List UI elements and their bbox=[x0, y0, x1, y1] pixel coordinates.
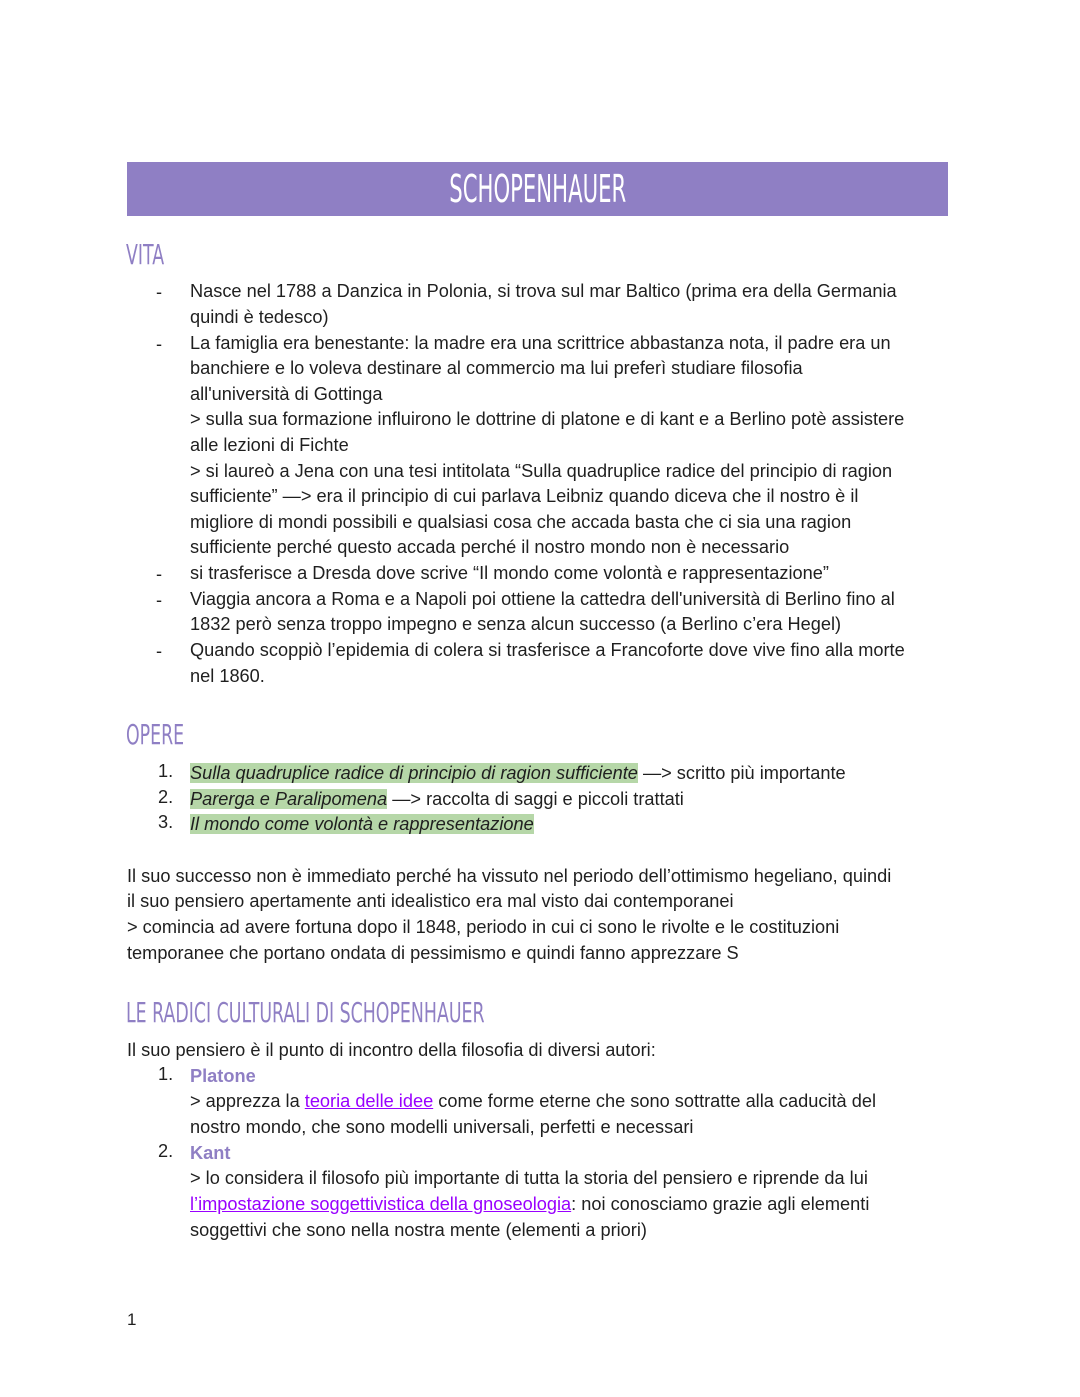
work-title: Parerga e Paralipomena bbox=[190, 789, 388, 809]
list-number: 1. bbox=[158, 761, 174, 781]
vita-line: nel 1860. bbox=[190, 666, 265, 686]
author-kant: Kant bbox=[190, 1143, 231, 1163]
vita-line: quindi è tedesco) bbox=[190, 307, 329, 327]
work-note: —> raccolta di saggi e piccoli trattati bbox=[387, 789, 684, 809]
work-note: —> scritto più importante bbox=[637, 763, 846, 783]
vita-line: alle lezioni di Fichte bbox=[190, 435, 349, 455]
platone-text: > apprezza la bbox=[190, 1091, 305, 1111]
list-number: 3. bbox=[158, 812, 174, 832]
bullet-marker: - bbox=[156, 564, 163, 584]
list-number: 2. bbox=[158, 787, 174, 807]
bullet-marker: - bbox=[156, 590, 163, 610]
vita-line: > sulla sua formazione influirono le dottrine di platone e di kant e a Berlino potè assistere bbox=[190, 409, 905, 429]
section-heading-opere: OPERE bbox=[126, 718, 185, 751]
bullet-marker: - bbox=[156, 641, 163, 661]
opere-paragraph-line: > comincia ad avere fortuna dopo il 1848, periodo in cui ci sono le rivolte e le costituzioni bbox=[127, 917, 840, 937]
bullet-marker: - bbox=[156, 334, 163, 354]
vita-line: sufficiente” —> era il principio di cui parlava Leibniz quando diceva che il nostro è il bbox=[190, 486, 859, 506]
vita-line: Nasce nel 1788 a Danzica in Polonia, si trova sul mar Baltico (prima era della Germania bbox=[190, 281, 897, 301]
vita-line: 1832 però senza troppo impegno e senza alcun successo (a Berlino c’era Hegel) bbox=[190, 614, 842, 634]
kant-line: soggettivi che sono nella nostra mente (elementi a priori) bbox=[190, 1220, 647, 1240]
kant-text: : noi conosciamo grazie agli elementi bbox=[571, 1194, 870, 1214]
opere-item bbox=[190, 787, 684, 813]
radici-intro: Il suo pensiero è il punto di incontro della filosofia di diversi autori: bbox=[127, 1040, 656, 1060]
author-platone: Platone bbox=[190, 1066, 256, 1086]
vita-line: si trasferisce a Dresda dove scrive “Il mondo come volontà e rappresentazione” bbox=[190, 563, 829, 583]
vita-line: > si laureò a Jena con una tesi intitolata “Sulla quadruplice radice del principio di ragion bbox=[190, 461, 893, 481]
gnoseologia-link[interactable]: l’impostazione soggettivistica della gnoseologia bbox=[190, 1194, 572, 1214]
platone-line bbox=[190, 1089, 876, 1115]
vita-line: La famiglia era benestante: la madre era una scrittrice abbastanza nota, il padre era un bbox=[190, 333, 891, 353]
vita-line: banchiere e lo voleva destinare al commercio ma lui preferì studiare filosofia bbox=[190, 358, 803, 378]
section-heading-vita: VITA bbox=[126, 238, 165, 271]
opere-item bbox=[190, 761, 846, 787]
vita-line: sufficiente perché questo accada perché il nostro mondo non è necessario bbox=[190, 537, 790, 557]
opere-paragraph-line: temporanee che portano ondata di pessimismo e quindi fanno apprezzare S bbox=[127, 943, 739, 963]
opere-item bbox=[190, 812, 534, 838]
opere-paragraph-line: il suo pensiero apertamente anti idealistico era mal visto dai contemporanei bbox=[127, 891, 734, 911]
teoria-idee-link[interactable]: teoria delle idee bbox=[304, 1091, 434, 1111]
vita-line: Quando scoppiò l’epidemia di colera si trasferisce a Francoforte dove vive fino alla morte bbox=[190, 640, 905, 660]
page-title: SCHOPENHAUER bbox=[449, 167, 626, 211]
bullet-marker: - bbox=[156, 282, 163, 302]
platone-text: come forme eterne che sono sottratte alla caducità del bbox=[433, 1091, 876, 1111]
section-heading-radici: LE RADICI CULTURALI DI SCHOPENHAUER bbox=[126, 996, 485, 1029]
title-banner bbox=[127, 162, 948, 216]
opere-paragraph-line: Il suo successo non è immediato perché ha vissuto nel periodo dell’ottimismo hegeliano, quindi bbox=[127, 866, 892, 886]
platone-line: nostro mondo, che sono modelli universali, perfetti e necessari bbox=[190, 1117, 694, 1137]
vita-line: Viaggia ancora a Roma e a Napoli poi ottiene la cattedra dell'università di Berlino fino al bbox=[190, 589, 895, 609]
list-number: 1. bbox=[158, 1064, 174, 1084]
vita-line: migliore di mondi possibili e qualsiasi cosa che accada basta che ci sia una ragion bbox=[190, 512, 852, 532]
page-number: 1 bbox=[127, 1310, 137, 1329]
list-number: 2. bbox=[158, 1141, 174, 1161]
kant-line: > lo considera il filosofo più importante di tutta la storia del pensiero e riprende da lui bbox=[190, 1168, 868, 1188]
work-title: Sulla quadruplice radice di principio di ragion sufficiente bbox=[190, 763, 638, 783]
kant-line bbox=[190, 1192, 869, 1218]
work-title: Il mondo come volontà e rappresentazione bbox=[190, 814, 534, 834]
vita-line: all'università di Gottinga bbox=[190, 384, 383, 404]
